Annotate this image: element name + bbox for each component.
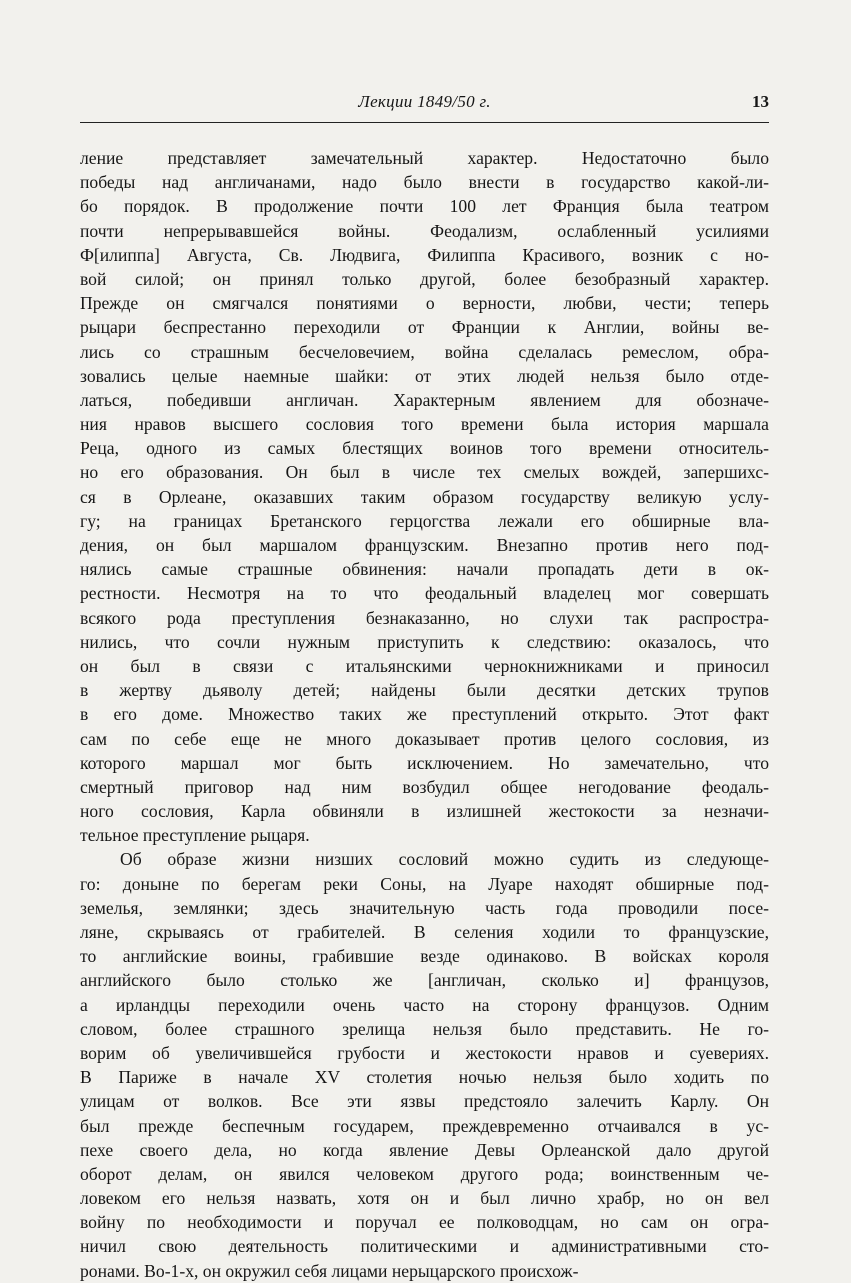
text-line: улицам от волков. Все эти язвы предстояло залечить Карлу. Он [80, 1091, 769, 1112]
text-line: латься, победивши англичан. Характерным явлением для обозначе- [80, 389, 769, 410]
text-line: ление представляет замечательный характер. Недостаточно было [80, 148, 769, 168]
text-line: ного сословия, Карла обвиняли в излишней жестокости за незначи- [80, 801, 769, 822]
page-header [80, 92, 769, 118]
text-line: ничил свою деятельность политическими и административными сто- [80, 1236, 769, 1257]
text-line: то английские воины, грабившие везде одинаково. В войсках короля [80, 946, 769, 967]
text-line: в жертву дьяволу детей; найдены были десятки детских трупов [80, 680, 769, 701]
text-line: Об образе жизни низших сословий можно судить из следующе- [120, 849, 769, 870]
text-line: ловеком его нельзя назвать, хотя он и был лично храбр, но он вел [80, 1188, 769, 1209]
text-line: смертный приговор над ним возбудил общее негодование феодаль- [80, 776, 769, 797]
text-line: сам по себе еще не много доказывает против целого сословия, из [80, 728, 769, 749]
text-line: словом, более страшного зрелища нельзя было представить. Не го- [80, 1018, 769, 1039]
text-line: зовались целые наемные шайки: от этих людей нельзя было отде- [80, 365, 769, 386]
text-line: рыцари беспрестанно переходили от Франции к Англии, войны ве- [80, 317, 769, 338]
text-line: ся в Орлеане, оказавших таким образом государству великую услу- [80, 486, 769, 507]
text-line: а ирландцы переходили очень часто на сторону французов. Одним [80, 994, 769, 1015]
text-line: он был в связи с итальянскими чернокнижниками и приносил [80, 655, 769, 676]
text-line: тельное преступление рыцаря. [80, 825, 310, 846]
text-line: В Париже в начале XV столетия ночью нельзя было ходить по [80, 1067, 769, 1088]
text-line: оборот делам, он явился человеком другого рода; воинственным че- [80, 1163, 769, 1184]
text-line: нились, что сочли нужным приступить к следствию: оказалось, что [80, 631, 769, 652]
text-line: земелья, землянки; здесь значительную часть года проводили посе- [80, 897, 769, 918]
paragraph [80, 847, 769, 1282]
text-line: го: доныне по берегам реки Соны, на Луаре находят обширные под- [80, 873, 769, 894]
text-line: гу; на границах Бретанского герцогства лежали его обширные вла- [80, 510, 769, 531]
text-line: пехе своего дела, но когда явление Девы Орлеанской дало другой [80, 1139, 769, 1160]
text-line: был прежде беспечным государем, преждевременно отчаивался в ус- [80, 1115, 769, 1136]
text-line: Реца, одного из самых блестящих воинов того времени относитель- [80, 438, 769, 459]
text-line: английского было столько же [англичан, сколько и] французов, [80, 970, 769, 991]
text-line: но его образования. Он был в числе тех смелых вождей, запершихс- [80, 462, 769, 483]
header-rule [80, 122, 769, 123]
text-line: Ф[илиппа] Августа, Св. Людвига, Филиппа Красивого, возник с но- [80, 244, 769, 265]
text-line: ронами. Во-1-х, он окружил себя лицами нерыцарского происхож- [80, 1260, 579, 1281]
text-line: почти непрерывавшейся войны. Феодализм, ослабленный усилиями [80, 220, 769, 241]
text-line: ляне, скрываясь от грабителей. В селения ходили то французские, [80, 922, 769, 942]
text-line: которого маршал мог быть исключением. Но замечательно, что [80, 752, 769, 773]
text-line: войну по необходимости и поручал ее полководцам, но сам он огра- [80, 1212, 769, 1233]
text-line: победы над англичанами, надо было внести в государство какой-ли- [80, 172, 769, 193]
text-line: всякого рода преступления безнаказанно, но слухи так распростра- [80, 607, 769, 628]
page-number: 13 [752, 92, 769, 111]
text-line: ворим об увеличившейся грубости и жестокости нравов и суевериях. [80, 1042, 769, 1063]
text-line: лись со страшным бесчеловечием, война сделалась ремеслом, обра- [80, 341, 769, 362]
text-line: в его доме. Множество таких же преступлений открыто. Этот факт [80, 704, 769, 725]
text-line: Прежде он смягчался понятиями о верности, любви, чести; теперь [80, 293, 769, 314]
text-line: бо порядок. В продолжение почти 100 лет Франция была театром [80, 196, 769, 217]
text-line: вой силой; он принял только другой, более безобразный характер. [80, 268, 769, 289]
paragraph [80, 146, 769, 847]
body-text [80, 146, 769, 1283]
text-line: нялись самые страшные обвинения: начали пропадать дети в ок- [80, 559, 769, 580]
text-line: ния нравов высшего сословия того времени была история маршала [80, 414, 769, 435]
text-line: рестности. Несмотря на то что феодальный владелец мог совершать [80, 583, 769, 604]
text-line: дения, он был маршалом французским. Внезапно против него под- [80, 535, 769, 555]
running-title: Лекции 1849/50 г. [358, 92, 491, 111]
